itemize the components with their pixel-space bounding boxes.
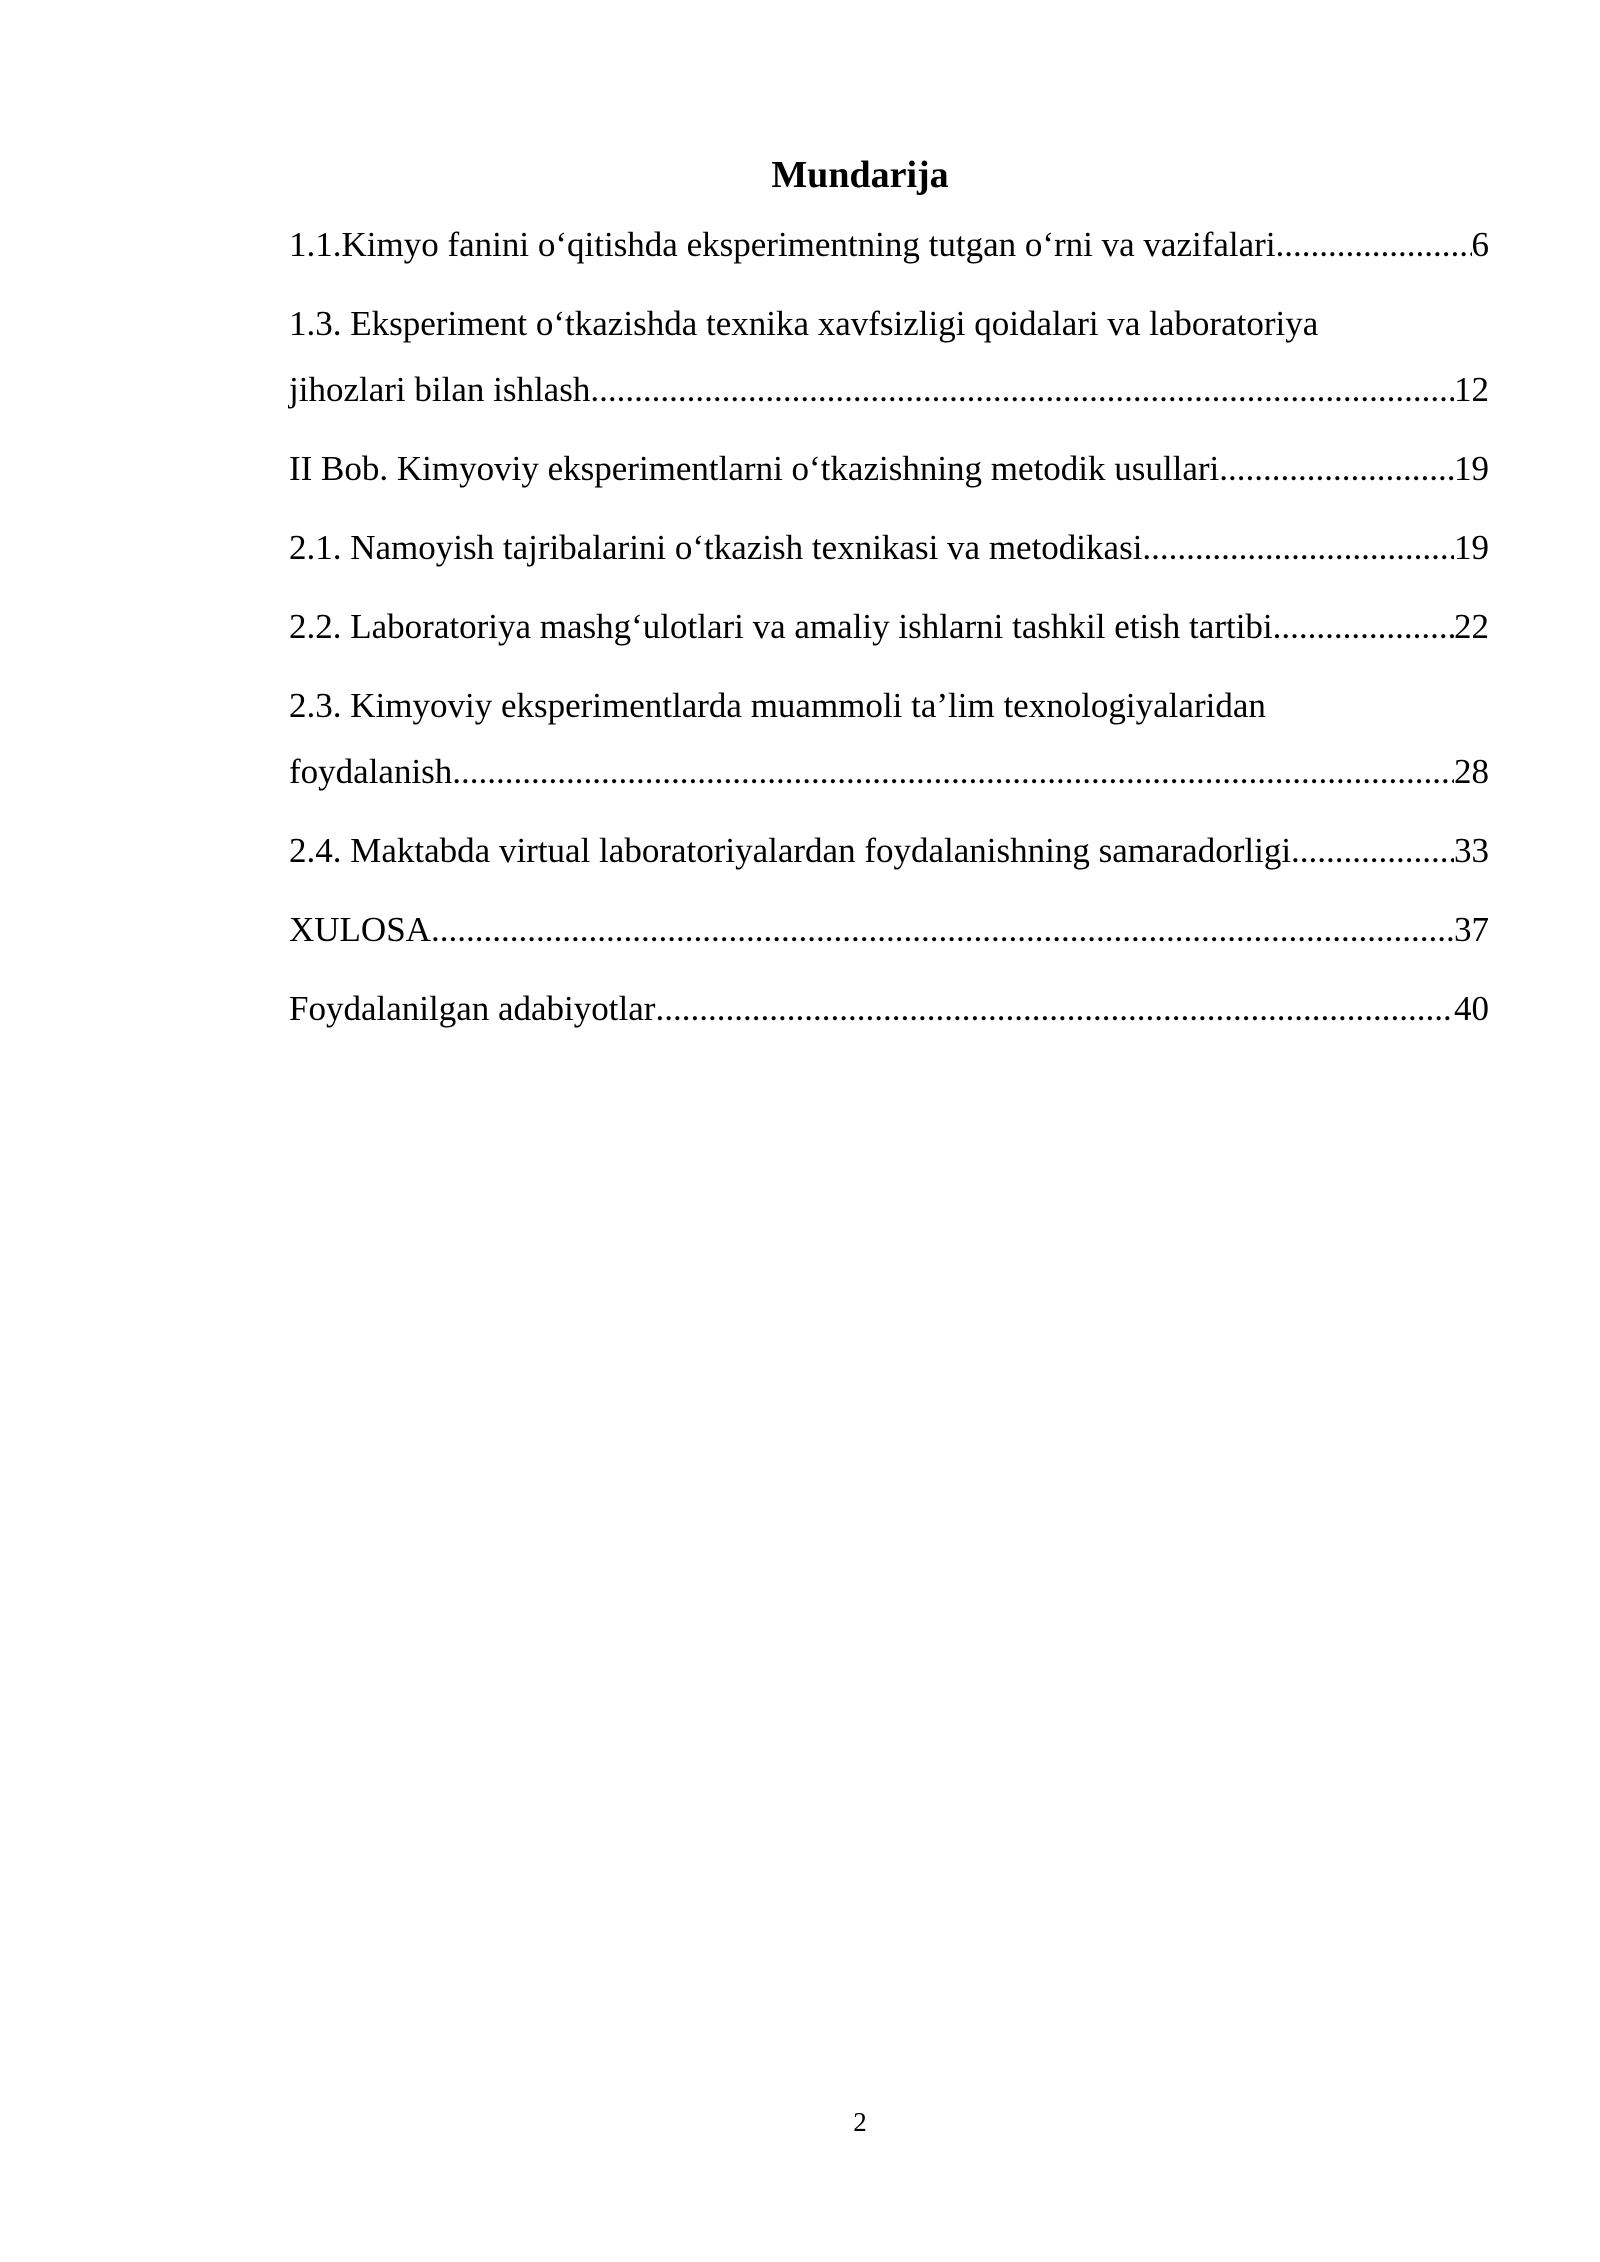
toc-entry — [289, 818, 1489, 884]
toc-entry-title: 1.3. Eksperiment o‘tkazishda texnika xavfsizligi qoidalari va laboratoriya — [289, 304, 1319, 343]
toc-page-number: 40 — [1454, 989, 1489, 1028]
toc-entry-line — [289, 436, 1489, 502]
toc-entry-title: 1.1.Kimyo fanini o‘qitishda eksperimentning tutgan o‘rni va vazifalari — [289, 225, 1276, 264]
toc-dot-leader — [1276, 212, 1472, 278]
toc-dot-leader — [1142, 515, 1454, 581]
toc-entry — [289, 291, 1489, 423]
toc-dot-leader — [1291, 818, 1454, 884]
toc-entry — [289, 976, 1489, 1042]
toc-entry-line — [289, 594, 1489, 660]
toc-entry-line — [289, 818, 1489, 884]
toc-page-number: 19 — [1454, 449, 1489, 488]
toc-page-number: 6 — [1471, 225, 1489, 264]
toc-page-number: 37 — [1454, 910, 1489, 949]
table-of-contents — [289, 212, 1489, 1055]
toc-entry-line — [289, 212, 1489, 278]
toc-page-number: 28 — [1454, 752, 1489, 791]
toc-entry-line — [289, 897, 1489, 963]
toc-dot-leader — [431, 897, 1454, 963]
toc-dot-leader — [452, 739, 1454, 805]
toc-entry — [289, 673, 1489, 805]
toc-entry-title: II Bob. Kimyoviy eksperimentlarni o‘tkazishning metodik usullari — [289, 449, 1220, 488]
toc-entry — [289, 436, 1489, 502]
toc-page-number: 22 — [1454, 607, 1489, 646]
toc-dot-leader — [590, 357, 1454, 423]
toc-entry — [289, 897, 1489, 963]
toc-entry — [289, 212, 1489, 278]
toc-entry — [289, 515, 1489, 581]
toc-entry-line — [289, 291, 1489, 357]
page-number: 2 — [853, 2107, 867, 2137]
toc-entry-title-continued: jihozlari bilan ishlash — [289, 370, 591, 409]
toc-entry-title: Foydalanilgan adabiyotlar — [289, 989, 656, 1028]
toc-page-number: 19 — [1454, 528, 1489, 567]
toc-entry-title-continued: foydalanish — [289, 752, 453, 791]
toc-dot-leader — [1219, 436, 1454, 502]
toc-title: Mundarija — [771, 154, 949, 196]
toc-entry-title: XULOSA — [289, 910, 431, 949]
toc-page-number: 33 — [1454, 831, 1489, 870]
toc-entry-line — [289, 357, 1489, 423]
toc-entry-line — [289, 673, 1489, 739]
toc-entry-title: 2.1. Namoyish tajribalarini o‘tkazish texnikasi va metodikasi — [289, 528, 1143, 567]
toc-entry-title: 2.3. Kimyoviy eksperimentlarda muammoli ta’lim texnologiyalaridan — [289, 686, 1266, 725]
toc-entry-title: 2.4. Maktabda virtual laboratoriyalardan foydalanishning samaradorligi — [289, 831, 1292, 870]
toc-entry-title: 2.2. Laboratoriya mashg‘ulotlari va amaliy ishlarni tashkil etish tartibi — [289, 607, 1273, 646]
toc-dot-leader — [1273, 594, 1454, 660]
toc-entry-line — [289, 976, 1489, 1042]
toc-page-number: 12 — [1454, 370, 1489, 409]
toc-entry — [289, 594, 1489, 660]
toc-entry-line — [289, 515, 1489, 581]
toc-dot-leader — [655, 976, 1454, 1042]
toc-entry-line — [289, 739, 1489, 805]
